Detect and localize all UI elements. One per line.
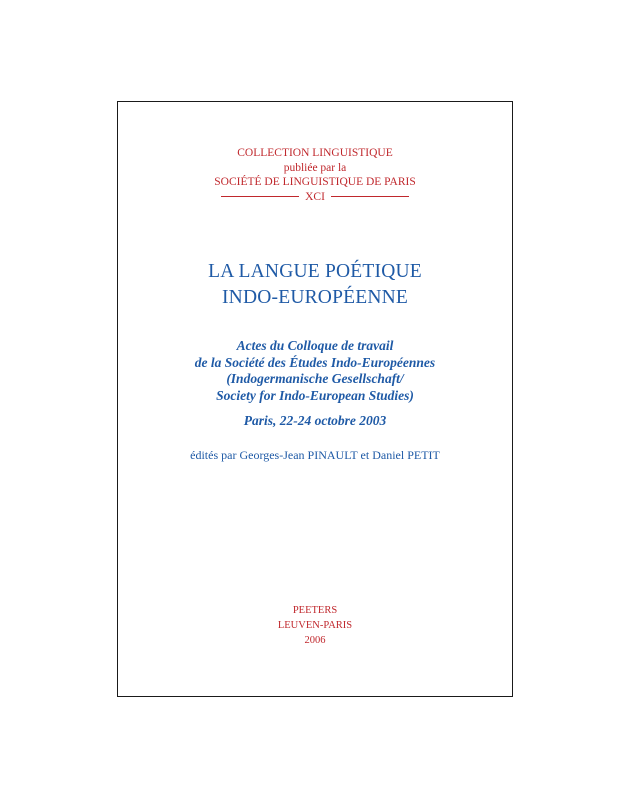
publisher-place: LEUVEN-PARIS: [277, 620, 353, 631]
title-line-2: INDO-EUROPÉENNE: [221, 287, 409, 308]
series-number-row: [118, 190, 512, 205]
series-rule-left: [221, 196, 299, 197]
subtitle-line-4: Society for Indo-European Studies): [216, 387, 414, 403]
book-cover: [117, 101, 513, 697]
book-title: [118, 259, 512, 311]
title-line-1: LA LANGUE POÉTIQUE: [208, 261, 422, 282]
book-subtitle: [118, 338, 512, 404]
publisher-name: PEETERS: [292, 605, 338, 616]
series-society: SOCIÉTÉ DE LINGUISTIQUE DE PARIS: [214, 176, 416, 188]
subtitle-line-3: (Indogermanische Gesellschaft/: [226, 371, 404, 386]
series-name: COLLECTION LINGUISTIQUE: [237, 147, 393, 159]
subtitle-line-1: Actes du Colloque de travail: [236, 338, 394, 353]
series-block: [118, 146, 512, 204]
subtitle-line-2: de la Société des Études Indo-Européennes: [194, 354, 436, 370]
series-number: XCI: [305, 190, 325, 203]
editors: édités par Georges-Jean PINAULT et Daniel PETIT: [190, 448, 440, 462]
conference-info: Paris, 22-24 octobre 2003: [243, 413, 387, 428]
publisher-block: [118, 603, 512, 648]
series-published-by: publiée par la: [283, 161, 347, 174]
publisher-year: 2006: [304, 635, 326, 646]
series-rule-right: [331, 196, 409, 197]
